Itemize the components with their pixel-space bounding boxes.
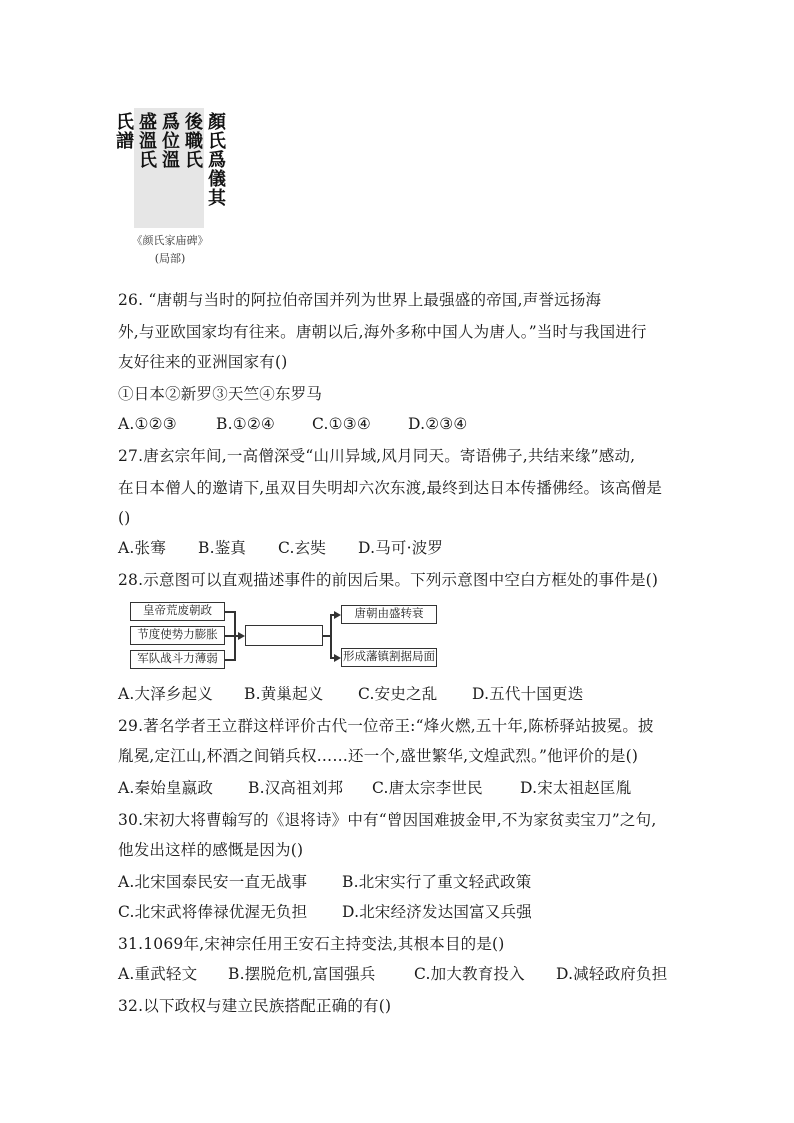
diagram-cause-box: 军队战斗力薄弱	[130, 650, 225, 669]
q30-stem-line1: 30.宋初大将曹翰写的《退将诗》中有“曾因国难披金甲,不为家贫卖宝刀”之句,	[118, 811, 657, 829]
diagram-cause-box: 节度使势力膨胀	[130, 626, 225, 645]
q28-option-c[interactable]: C.安史之乱	[358, 685, 438, 703]
q28-stem-line1: 28.示意图可以直观描述事件的前因后果。下列示意图中空白方框处的事件是()	[118, 571, 659, 589]
cause-effect-diagram	[128, 602, 438, 670]
q29-stem-line2: 胤冕,定江山,杯酒之间销兵权……还一个,盛世繁华,文煌武烈。”他评价的是()	[118, 747, 639, 765]
q30-option-d[interactable]: D.北宋经济发达国富又兵强	[342, 903, 532, 921]
arrow-icon	[238, 632, 245, 640]
q27-option-b[interactable]: B.鉴真	[198, 539, 247, 557]
q29-options	[118, 778, 631, 798]
q30-option-a[interactable]: A.北宋国泰民安一直无战事	[118, 873, 308, 891]
q31-option-a[interactable]: A.重武轻文	[118, 965, 198, 983]
q32-stem-line1: 32.以下政权与建立民族搭配正确的有()	[118, 997, 392, 1015]
q28-option-a[interactable]: A.大泽乡起义	[118, 685, 214, 703]
stele-caption-note: (局部)	[154, 252, 186, 265]
q26-option-c[interactable]: C.①③④	[312, 415, 371, 433]
q30-options-row2	[118, 902, 532, 922]
diagram-blank-box	[245, 625, 323, 646]
q29-option-b[interactable]: B.汉高祖刘邦	[248, 779, 344, 797]
diagram-effect-box: 形成藩镇割据局面	[341, 648, 437, 667]
stele-column: 盛溫氏	[136, 112, 157, 169]
stele-rubbing-image	[113, 108, 226, 228]
q31-option-c[interactable]: C.加大教育投入	[414, 965, 525, 983]
stele-column: 爲位溫	[159, 112, 180, 169]
q26-option-d[interactable]: D.②③④	[408, 415, 468, 433]
q27-option-d[interactable]: D.马可·波罗	[358, 539, 444, 557]
stele-column: 顏氏爲儀其	[205, 112, 226, 207]
q26-stem-line1: 26. “唐朝与当时的阿拉伯帝国并列为世界上最强盛的帝国,声誉远扬海	[118, 291, 602, 309]
q29-option-a[interactable]: A.秦始皇嬴政	[118, 779, 214, 797]
stele-caption-title: 《颜氏家庙碑》	[131, 234, 209, 247]
q28-options	[118, 684, 583, 704]
q30-options-row1	[118, 872, 531, 892]
q30-option-c[interactable]: C.北宋武将俸禄优渥无负担	[118, 903, 308, 921]
q27-option-c[interactable]: C.玄奘	[278, 539, 327, 557]
q27-stem-line3: ()	[118, 509, 131, 527]
q31-stem-line1: 31.1069年,宋神宗任用王安石主持变法,其根本目的是()	[118, 935, 505, 953]
arrow-icon	[334, 611, 341, 619]
q27-option-a[interactable]: A.张骞	[118, 539, 166, 557]
q26-stem-line3: 友好往来的亚洲国家有()	[118, 353, 288, 371]
stele-column: 後職氏	[182, 112, 203, 169]
q27-options	[118, 538, 443, 558]
diagram-effect-box: 唐朝由盛转衰	[341, 605, 437, 624]
q28-option-b[interactable]: B.黄巢起义	[244, 685, 324, 703]
q31-option-b[interactable]: B.摆脱危机,富国强兵	[228, 965, 376, 983]
q30-stem-line2: 他发出这样的感慨是因为()	[118, 841, 304, 859]
q31-options	[118, 964, 667, 984]
q31-option-d[interactable]: D.减轻政府负担	[556, 965, 668, 983]
connector-line	[330, 614, 332, 658]
q29-stem-line1: 29.著名学者王立群这样评价古代一位帝王:“烽火燃,五十年,陈桥驿站披冕。披	[118, 717, 654, 735]
q29-option-c[interactable]: C.唐太宗李世民	[372, 779, 483, 797]
q26-stem-line2: 外,与亚欧国家均有往来。唐朝以后,海外多称中国人为唐人。”当时与我国进行	[118, 323, 647, 341]
q30-option-b[interactable]: B.北宋实行了重文轻武政策	[342, 873, 532, 891]
q26-option-a[interactable]: A.①②③	[118, 415, 177, 433]
q27-stem-line1: 27.唐玄宗年间,一高僧深受“山川异域,风月同天。寄语佛子,共结来缘”感动,	[118, 447, 636, 465]
q26-option-b[interactable]: B.①②④	[216, 415, 276, 433]
q29-option-d[interactable]: D.宋太祖赵匡胤	[520, 779, 632, 797]
q28-option-d[interactable]: D.五代十国更迭	[472, 685, 584, 703]
stele-column: 氏譜	[113, 112, 134, 150]
arrow-icon	[334, 654, 341, 662]
q26-sub-items: ①日本②新罗③天竺④东罗马	[118, 385, 323, 403]
q26-options	[118, 414, 468, 434]
diagram-cause-box: 皇帝荒废朝政	[130, 602, 225, 621]
q27-stem-line2: 在日本僧人的邀请下,虽双目失明却六次东渡,最终到达日本传播佛经。该高僧是	[118, 479, 663, 497]
